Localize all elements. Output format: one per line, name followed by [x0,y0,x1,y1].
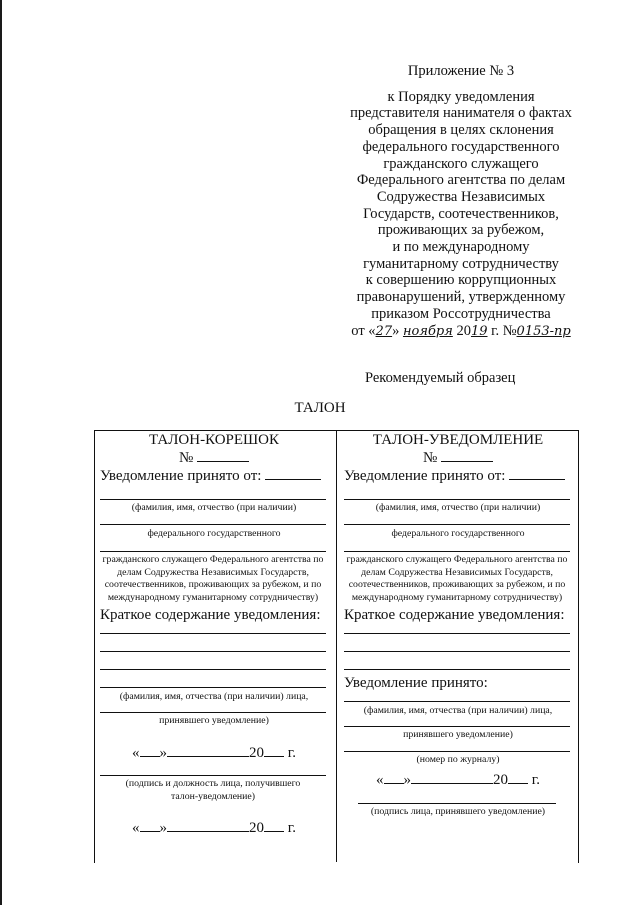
accepted-from-blank [509,467,565,480]
date-close: » [159,745,168,761]
notice-title: ТАЛОН-УВЕДОМЛЕНИЕ [372,432,544,448]
header-line: и по международному [392,239,530,256]
date-open: « [376,771,384,788]
header-line: к совершению коррупционных [365,272,557,289]
header-line: Содружества Независимых [376,188,546,205]
year-prefix: 20 [493,771,509,788]
order-day: 27 [375,323,393,339]
month-blank [167,819,249,832]
appendix-title: Приложение № 3 [407,63,515,79]
year-blank [264,744,284,757]
blank-line [344,524,570,525]
date-close: » [159,820,168,836]
month-blank [411,771,493,784]
summary-line [100,669,326,670]
header-line: Государств, соотечественников, [363,205,559,222]
date-prefix: от « [351,322,376,339]
date-mid: » [392,322,400,339]
column-divider [336,430,337,862]
year-prefix: 20 [249,745,265,761]
fio-line [100,499,326,500]
header-line: гуманитарному сотрудничеству [363,255,559,272]
page-edge [0,0,2,905]
order-year: 19 [470,323,488,339]
fio-caption: (фамилия, имя, отчество (при наличии) [131,502,297,513]
stub-title: ТАЛОН-КОРЕШОК [148,432,280,448]
signature-line [358,803,556,804]
summary-line [344,633,570,634]
person-caption: (фамилия, имя, отчества (при наличии) лица, [363,705,553,716]
year-blank [508,771,528,784]
signature-caption: (подпись и должность лица, получившего талон-уведомление) [125,778,301,802]
year-suffix: г. [531,771,540,788]
header-line: федерального государственного [362,138,560,155]
stub-accepted-from [100,467,332,485]
signature-caption: (подпись лица, принявшего уведомление) [370,805,546,817]
header-line: к Порядку уведомления [387,88,535,105]
summary-line [344,669,570,670]
notice-date-row [340,771,576,789]
servant-caption: гражданского служащего Федерального агентства по делам Содружества Независимых Государств, соотечественников, проживающих за рубежом, и по международному гуманитарному сотрудничеству) [346,554,568,603]
day-blank [140,819,160,832]
year-prefix: 20 [249,820,265,836]
blank-line [344,726,570,727]
appendix-header [330,63,592,340]
stub-summary-label: Краткое содержание уведомления: [100,607,321,623]
received-caption: принявшего уведомление) [403,728,513,740]
number-blank [197,449,249,462]
summary-line [100,651,326,652]
order-month: ноября [402,323,453,339]
header-line: Федерального агентства по делам [356,172,566,189]
received-caption: принявшего уведомление) [159,714,269,726]
blank-line [344,551,570,552]
stub-date-row-2 [96,819,332,837]
blank-line [100,524,326,525]
day-blank [384,771,404,784]
year-blank [264,819,284,832]
fio-line [344,499,570,500]
blank-line [100,712,326,713]
accepted-from-label: Уведомление принято от: [100,468,262,484]
talon-notice-column [340,430,576,818]
accepted-from-label: Уведомление принято от: [344,468,506,484]
blank-line [344,701,570,702]
recommended-sample-label: Рекомендуемый образец [365,370,516,386]
order-number: 0153-пр [516,323,571,339]
notice-accepted-label: Уведомление принято: [344,675,488,691]
accepted-from-blank [265,467,321,480]
servant-caption: гражданского служащего Федерального агентства по делам Содружества Независимых Государств, соотечественников, проживающих за рубежом, и по международному гуманитарному сотрудничеству) [102,554,324,603]
day-blank [140,744,160,757]
summary-line [100,633,326,634]
order-date-line [330,323,592,341]
header-line: приказом Россотрудничества [371,305,551,322]
notice-accepted-from [344,467,576,485]
header-line: представителя нанимателя о фактах [350,105,572,122]
talon-title: ТАЛОН [294,400,346,416]
header-line: гражданского служащего [383,155,539,172]
header-line: обращения в целях склонения [368,122,554,139]
notice-number [340,449,576,467]
notice-summary-label: Краткое содержание уведомления: [344,607,565,623]
fio-caption: (фамилия, имя, отчество (при наличии) [375,502,541,513]
date-close: » [403,771,412,788]
date-open: « [132,745,140,761]
stub-number [96,449,332,467]
stub-date-row [96,744,332,762]
signature-line [100,775,326,776]
year-prefix: 20 [456,322,471,339]
summary-line [100,687,326,688]
number-sign: № [422,450,438,466]
header-line: проживающих за рубежом, [377,222,545,239]
federal-caption: федерального государственного [391,527,525,539]
header-line: правонарушений, утвержденному [356,289,566,306]
number-sign: № [178,450,194,466]
federal-caption: федерального государственного [147,527,281,539]
number-prefix: г. № [487,322,517,339]
month-blank [167,744,249,757]
number-blank [441,449,493,462]
year-suffix: г. [287,820,296,836]
journal-line [344,751,570,752]
talon-stub-column [96,430,332,837]
person-caption: (фамилия, имя, отчества (при наличии) лица, [119,691,309,702]
blank-line [100,551,326,552]
year-suffix: г. [287,745,296,761]
date-open: « [132,820,140,836]
summary-line [344,651,570,652]
journal-caption: (номер по журналу) [416,754,500,765]
